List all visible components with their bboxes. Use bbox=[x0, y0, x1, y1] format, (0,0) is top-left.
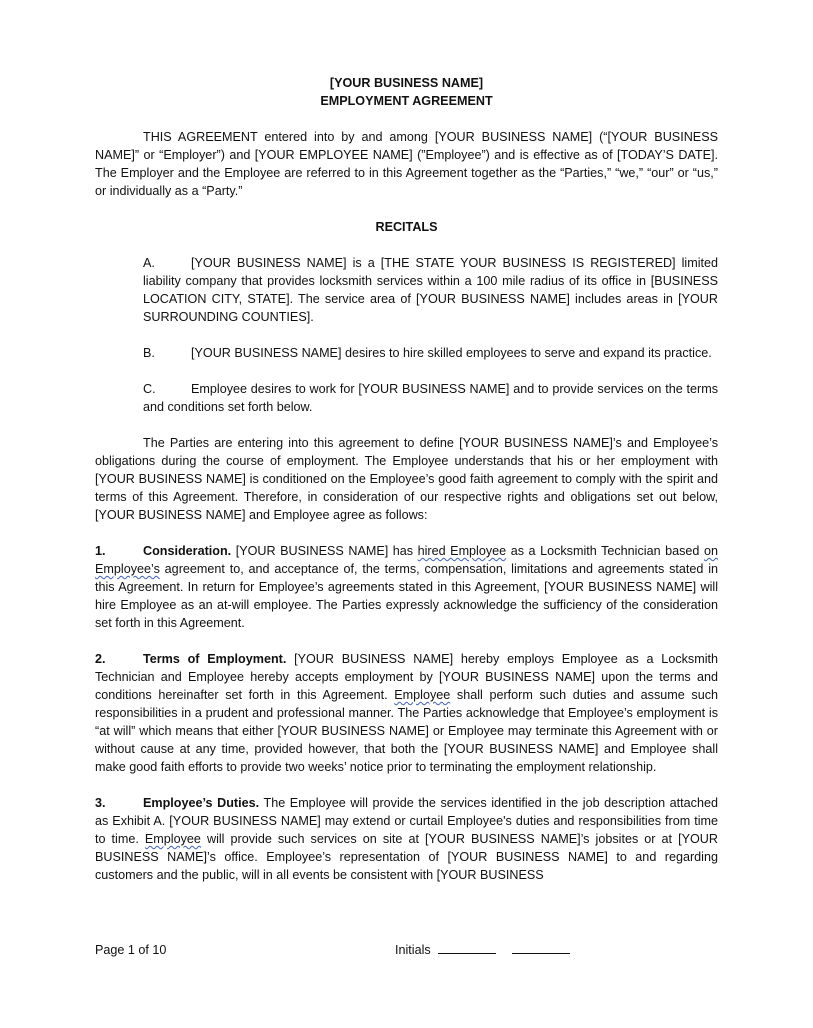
recital-letter: C. bbox=[143, 382, 156, 396]
recital-text: [YOUR BUSINESS NAME] is a [THE STATE YOUR BUSINESS IS REGISTERED] limited liability company that provides locksmith services within a 100 mile radius of its office in [BUSINESS LOCATION CITY, STATE]. The service area of [YOUR BUSINESS NAME] includes areas in [YOUR SURROUNDING COUNTIES]. bbox=[143, 256, 718, 324]
section-text: will provide such services on site at [YOUR BUSINESS NAME]’s jobsites or at [YOUR BUSINESS NAME]’s office. Employee’s representation of [YOUR BUSINESS NAME] to and regarding customers and the public, will in all events be consistent with [YOUR BUSINESS bbox=[95, 832, 718, 882]
intro-paragraph: THIS AGREEMENT entered into by and among [YOUR BUSINESS NAME] (“[YOUR BUSINESS NAME]” or “Employer”) and [YOUR EMPLOYEE NAME] (”Employee”) and is effective as of [TODAY’S DATE]. The Employer and the Employee are referred to in this Agreement together as the “Parties,” “we,” “our” or “us,” or individually as a “Party.” bbox=[95, 130, 718, 198]
section-employee-duties bbox=[95, 794, 718, 884]
recital-text: [YOUR BUSINESS NAME] desires to hire skilled employees to serve and expand its practice. bbox=[191, 346, 712, 360]
initials-label: Initials bbox=[395, 943, 431, 957]
initials-blank[interactable] bbox=[512, 941, 570, 954]
section-number: 1. bbox=[95, 544, 106, 558]
page-number: Page 1 of 10 bbox=[95, 943, 167, 957]
parties-paragraph: The Parties are entering into this agreement to define [YOUR BUSINESS NAME]’s and Employee’s obligations during the course of employment. The Employee understands that his or her employment with [YOUR BUSINESS NAME] is conditioned on the Employee’s good faith agreement to comply with the spirit and terms of this Agreement. Therefore, in consideration of our respective rights and obligations set out below, [YOUR BUSINESS NAME] and Employee agree as follows: bbox=[95, 436, 718, 522]
recitals-heading: RECITALS bbox=[375, 220, 438, 234]
section-text: [YOUR BUSINESS NAME] has bbox=[235, 544, 418, 558]
spelling-flag: Employee bbox=[394, 688, 451, 702]
recital-item bbox=[143, 380, 718, 416]
recital-letter: B. bbox=[143, 346, 155, 360]
document-title: EMPLOYMENT AGREEMENT bbox=[320, 94, 493, 108]
spelling-flag: hired Employee bbox=[417, 544, 507, 558]
section-consideration bbox=[95, 542, 718, 632]
recital-text: Employee desires to work for [YOUR BUSINESS NAME] and to provide services on the terms and conditions set forth below. bbox=[143, 382, 718, 414]
section-number: 2. bbox=[95, 652, 106, 666]
section-text: [YOUR BUSINESS NAME] hereby employs Employee as a Locksmith Technician and Employee hereby accepts employment by [YOUR BUSINESS NAME] upon the terms and conditions hereinafter set forth in this Agreement. bbox=[95, 652, 719, 702]
document-page bbox=[95, 74, 718, 884]
recital-item bbox=[143, 344, 718, 362]
initials-line bbox=[395, 941, 570, 959]
section-text: The Employee will provide the services identified in the job description attached as Exhibit A. [YOUR BUSINESS NAME] may extend or curtail Employee's duties and responsibilities from time to time. bbox=[95, 796, 718, 846]
initials-blank[interactable] bbox=[438, 941, 496, 954]
section-heading: Terms of Employment. bbox=[143, 652, 287, 666]
spelling-flag: Employee bbox=[144, 832, 201, 846]
section-heading: Employee’s Duties. bbox=[143, 796, 260, 810]
section-terms-of-employment bbox=[95, 650, 718, 776]
section-text: as a Locksmith Technician based bbox=[506, 544, 704, 558]
section-text: agreement to, and acceptance of, the terms, compensation, limitations and agreements stated in this Agreement. In return for Employee’s agreements stated in this Agreement, [YOUR BUSINESS NAME] will hire Employee as an at-will employee. The Parties expressly acknowledge the sufficiency of the consideration set forth in this Agreement. bbox=[95, 562, 718, 630]
section-text: shall perform such duties and assume such responsibilities in a prudent and professional manner. The Parties acknowledge that Employee’s employment is “at will” which means that either [YOUR BUSINESS NAME] or Employee may terminate this Agreement with or without cause at any time, provided however, that both the [YOUR BUSINESS NAME] and Employee shall make good faith efforts to provide two weeks’ notice prior to terminating the employment relationship. bbox=[95, 688, 718, 774]
section-number: 3. bbox=[95, 796, 106, 810]
recital-item bbox=[143, 254, 718, 326]
recital-letter: A. bbox=[143, 256, 155, 270]
spelling-flag: on Employee’s bbox=[95, 544, 718, 576]
business-name-title: [YOUR BUSINESS NAME] bbox=[329, 76, 484, 90]
section-heading: Consideration. bbox=[143, 544, 232, 558]
